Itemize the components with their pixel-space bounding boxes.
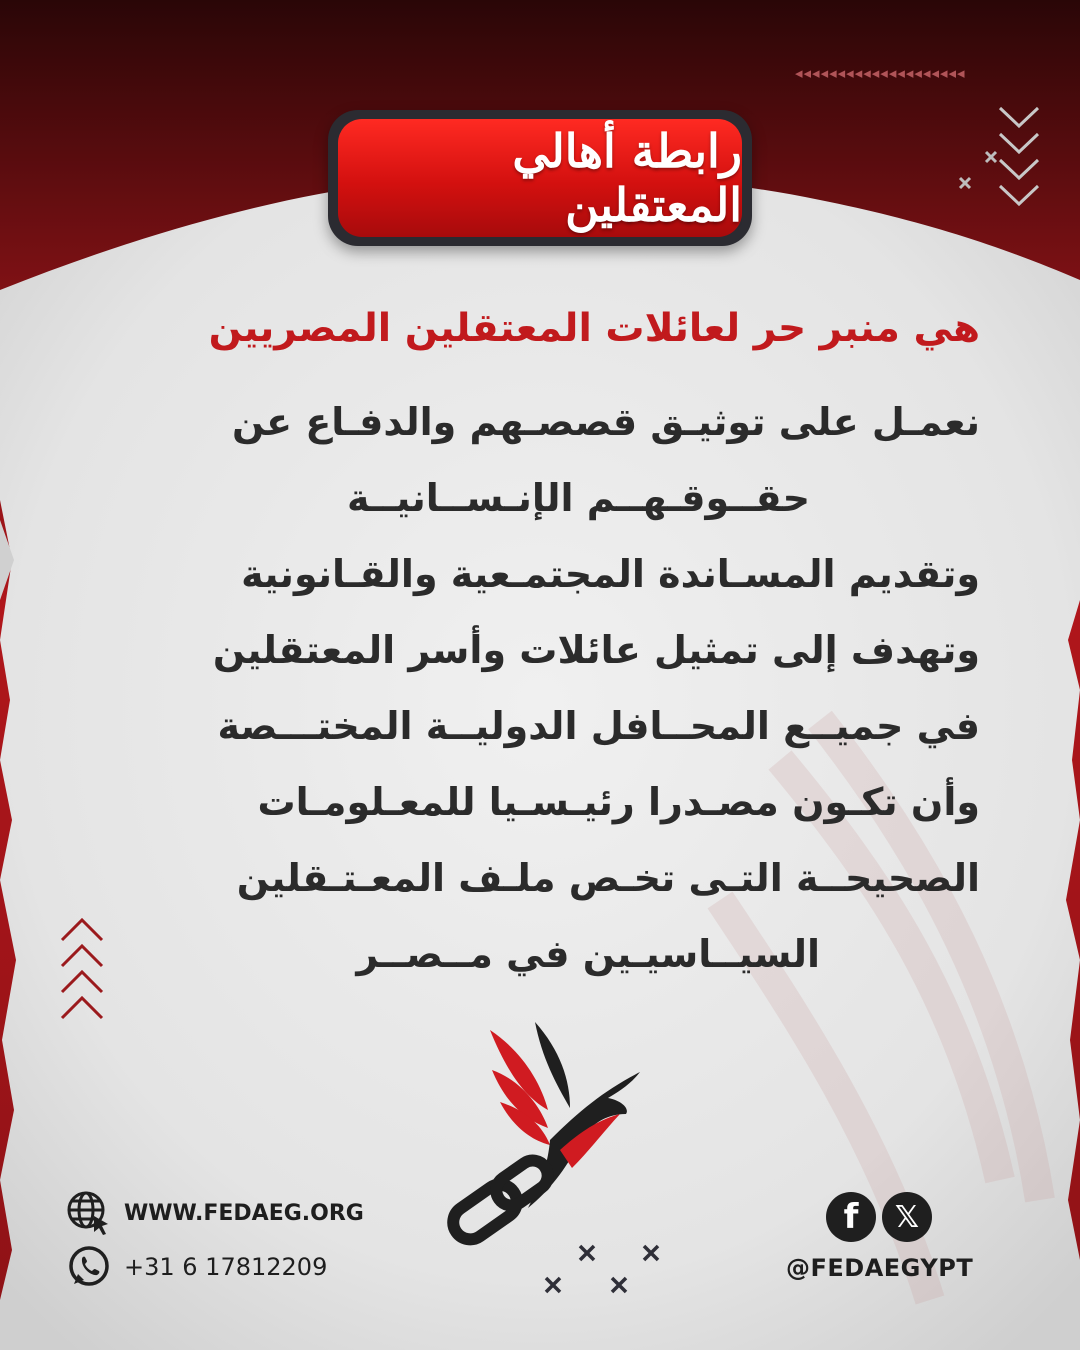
body-line: حقــوقـهــم الإنـســانيــة bbox=[346, 476, 810, 520]
facebook-icon[interactable]: f bbox=[826, 1192, 876, 1242]
dove-broken-chain-logo bbox=[430, 1010, 660, 1260]
title-banner bbox=[328, 110, 752, 246]
website-row bbox=[66, 1190, 364, 1236]
body-line: السيــاسيـين في مــصــر bbox=[356, 932, 820, 976]
x-marks-bottom bbox=[540, 1240, 670, 1302]
top-arrow-strip: ◂◂◂◂◂◂◂◂◂◂◂◂◂◂◂◂◂◂◂◂ bbox=[795, 64, 966, 82]
body-line: نعمـل على توثيـق قصصـهم والدفـاع عن bbox=[231, 400, 980, 444]
globe-cursor-icon bbox=[66, 1190, 112, 1236]
phone-number[interactable]: +31 6 17812209 bbox=[124, 1253, 328, 1281]
body-line: وتهدف إلى تمثيل عائلات وأسر المعتقلين bbox=[212, 628, 980, 672]
whatsapp-icon bbox=[66, 1244, 112, 1290]
x-icon[interactable]: 𝕏 bbox=[882, 1192, 932, 1242]
banner-title: رابطة أهالي المعتقلين bbox=[512, 124, 742, 232]
title-banner-inner bbox=[338, 119, 742, 237]
headline: هي منبر حر لعائلات المعتقلين المصريين bbox=[208, 306, 980, 351]
body-line: وأن تكـون مصـدرا رئيـسـيا للمعـلومـات bbox=[257, 780, 980, 824]
website-link[interactable]: WWW.FEDAEG.ORG bbox=[124, 1200, 364, 1226]
body-line: الصحيحــة التـى تخـص ملـف المعـتـقلين bbox=[236, 856, 980, 900]
body-line: في جميــع المحــافل الدوليــة المختـــصة bbox=[217, 704, 980, 748]
phone-row bbox=[66, 1244, 327, 1290]
social-handle[interactable]: @FEDAEGYPT bbox=[786, 1254, 974, 1282]
x-marks-top bbox=[956, 150, 1006, 194]
body-line: وتقديم المسـاندة المجتمـعية والقـانونية bbox=[241, 552, 980, 596]
chevron-up-stack-icon bbox=[58, 916, 106, 1028]
